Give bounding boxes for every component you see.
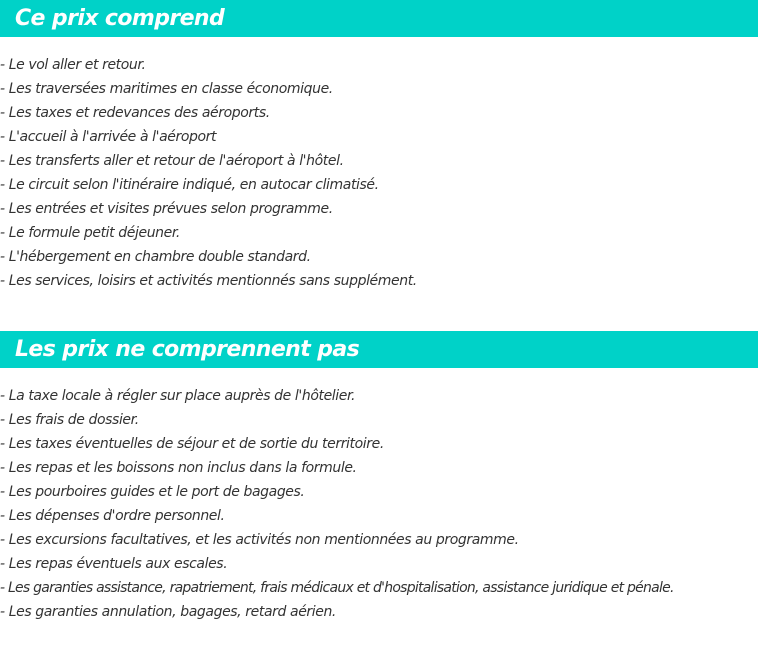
list-item: - Les traversées maritimes en classe économique.	[0, 81, 333, 97]
list-item: - Les taxes et redevances des aéroports.	[0, 105, 270, 121]
list-item: - Les repas et les boissons non inclus dans la formule.	[0, 460, 357, 476]
list-item: - Les dépenses d'ordre personnel.	[0, 508, 225, 524]
list-item: - Le circuit selon l'itinéraire indiqué, en autocar climatisé.	[0, 177, 379, 193]
list-item: - Les pourboires guides et le port de bagages.	[0, 484, 305, 500]
list-item: - Les taxes éventuelles de séjour et de sortie du territoire.	[0, 436, 384, 452]
included-list	[0, 37, 758, 293]
section-title-excluded: Les prix ne comprennent pas	[15, 337, 360, 362]
list-item: - L'accueil à l'arrivée à l'aéroport	[0, 129, 217, 145]
list-item: - Les transferts aller et retour de l'aéroport à l'hôtel.	[0, 153, 344, 169]
list-item: - Le vol aller et retour.	[0, 57, 146, 73]
section-excluded	[0, 331, 758, 624]
list-item: - Les frais de dossier.	[0, 412, 139, 428]
list-item: - Les excursions facultatives, et les activités non mentionnées au programme.	[0, 532, 519, 548]
list-item: - Les repas éventuels aux escales.	[0, 556, 228, 572]
section-header-excluded	[0, 331, 758, 368]
list-item: - Les entrées et visites prévues selon programme.	[0, 201, 333, 217]
section-header-included	[0, 0, 758, 37]
list-item: - Les services, loisirs et activités mentionnés sans supplément.	[0, 273, 417, 289]
list-item: - Les garanties annulation, bagages, retard aérien.	[0, 604, 336, 620]
list-item: - La taxe locale à régler sur place auprès de l'hôtelier.	[0, 388, 356, 404]
list-item: - Le formule petit déjeuner.	[0, 225, 180, 241]
list-item: - L'hébergement en chambre double standard.	[0, 249, 311, 265]
section-included	[0, 0, 758, 293]
list-item: - Les garanties assistance, rapatriement, frais médicaux et d'hospitalisation, assistance juridique et pénale.	[0, 580, 674, 596]
excluded-list	[0, 368, 758, 624]
section-title-included: Ce prix comprend	[15, 6, 225, 31]
